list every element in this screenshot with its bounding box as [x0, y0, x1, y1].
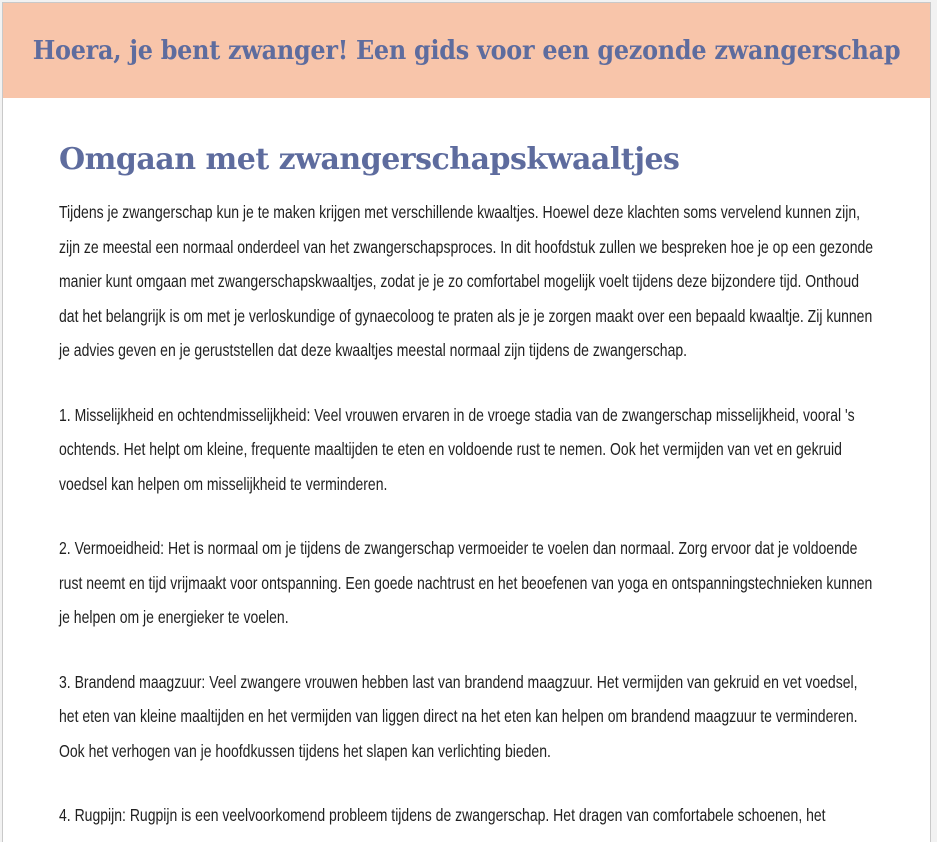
- list-item-heartburn: 3. Brandend maagzuur: Veel zwangere vrouwen hebben last van brandend maagzuur. Het vermijden van gekruid en vet voedsel, het eten van kleine maaltijden en het vermijden van liggen direct na het eten kan helpen om brandend maagzuur te verminderen. Ook het verhogen van je hoofdkussen tijdens het slapen kan verlichting bieden.: [59, 671, 858, 761]
- book-title: Hoera, je bent zwanger! Een gids voor een gezonde zwangerschap: [32, 35, 901, 66]
- page-content: [3, 142, 930, 833]
- chapter-heading: Omgaan met zwangerschapskwaaltjes: [59, 142, 680, 177]
- list-item-backpain-truncated: 4. Rugpijn: Rugpijn is een veelvoorkomend probleem tijdens de zwangerschap. Het dragen van comfortabele schoenen, het: [59, 805, 826, 825]
- list-item-nausea: 1. Misselijkheid en ochtendmisselijkheid: Veel vrouwen ervaren in de vroege stadia van de zwangerschap misselijkheid, vooral 's ochtends. Het helpt om kleine, frequente maaltijden te eten en voldoende rust te nemen. Ook het vermijden van vet en gekruid voedsel kan helpen om misselijkheid te verminderen.: [59, 404, 855, 494]
- page-header-band: [3, 3, 930, 98]
- body-text: [59, 195, 874, 833]
- intro-paragraph: Tijdens je zwangerschap kun je te maken krijgen met verschillende kwaaltjes. Hoewel deze klachten soms vervelend kunnen zijn, zijn ze meestal een normaal onderdeel van het zwangerschapsproces. In dit hoofdstuk zullen we bespreken hoe je op een gezonde manier kunt omgaan met zwangerschapskwaaltjes, zodat je je zo comfortabel mogelijk voelt tijdens deze bijzondere tijd. Onthoud dat het belangrijk is om met je verloskundige of gynaecoloog te praten als je je zorgen maakt over een bepaald kwaaltje. Zij kunnen je advies geven en je geruststellen dat deze kwaaltjes meestal normaal zijn tijdens de zwangerschap.: [59, 202, 874, 360]
- list-item-fatigue: 2. Vermoeidheid: Het is normaal om je tijdens de zwangerschap vermoeider te voelen dan normaal. Zorg ervoor dat je voldoende rust neemt en tijd vrijmaakt voor ontspanning. Een goede nachtrust en het beoefenen van yoga en ontspanningstechnieken kunnen je helpen om je energieker te voelen.: [59, 538, 873, 627]
- page-sheet: [2, 2, 931, 842]
